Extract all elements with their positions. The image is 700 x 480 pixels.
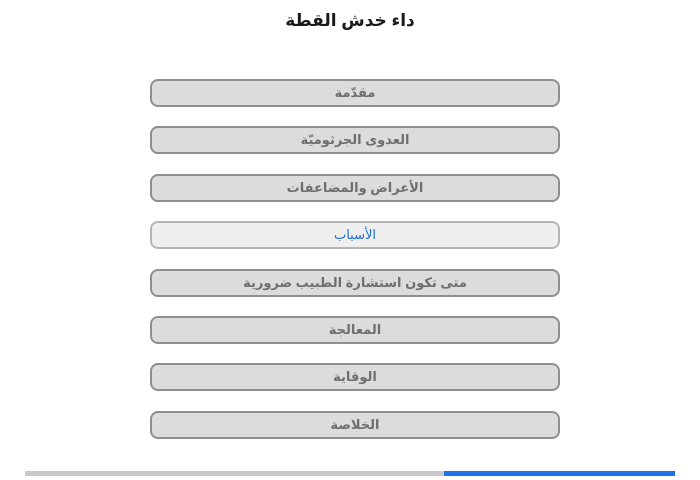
menu-item-prevention[interactable]: الوقاية xyxy=(150,363,560,391)
menu-item-when-to-see-doctor[interactable]: متى تكون استشارة الطبيب ضرورية xyxy=(150,269,560,297)
menu-item-bacterial-infection[interactable]: العدوى الجرثوميّة xyxy=(150,126,560,154)
page-title: داء خدش القطة xyxy=(285,11,415,30)
menu-item-summary[interactable]: الخلاصة xyxy=(150,411,560,439)
section-menu xyxy=(150,79,560,458)
menu-item-symptoms-complications[interactable]: الأعراض والمضاعفات xyxy=(150,174,560,202)
menu-item-introduction[interactable]: مقدّمة xyxy=(150,79,560,107)
progress-bar xyxy=(25,471,675,476)
menu-item-treatment[interactable]: المعالجة xyxy=(150,316,560,344)
menu-item-causes[interactable]: الأسباب xyxy=(150,221,560,249)
progress-bar-fill xyxy=(444,471,675,476)
